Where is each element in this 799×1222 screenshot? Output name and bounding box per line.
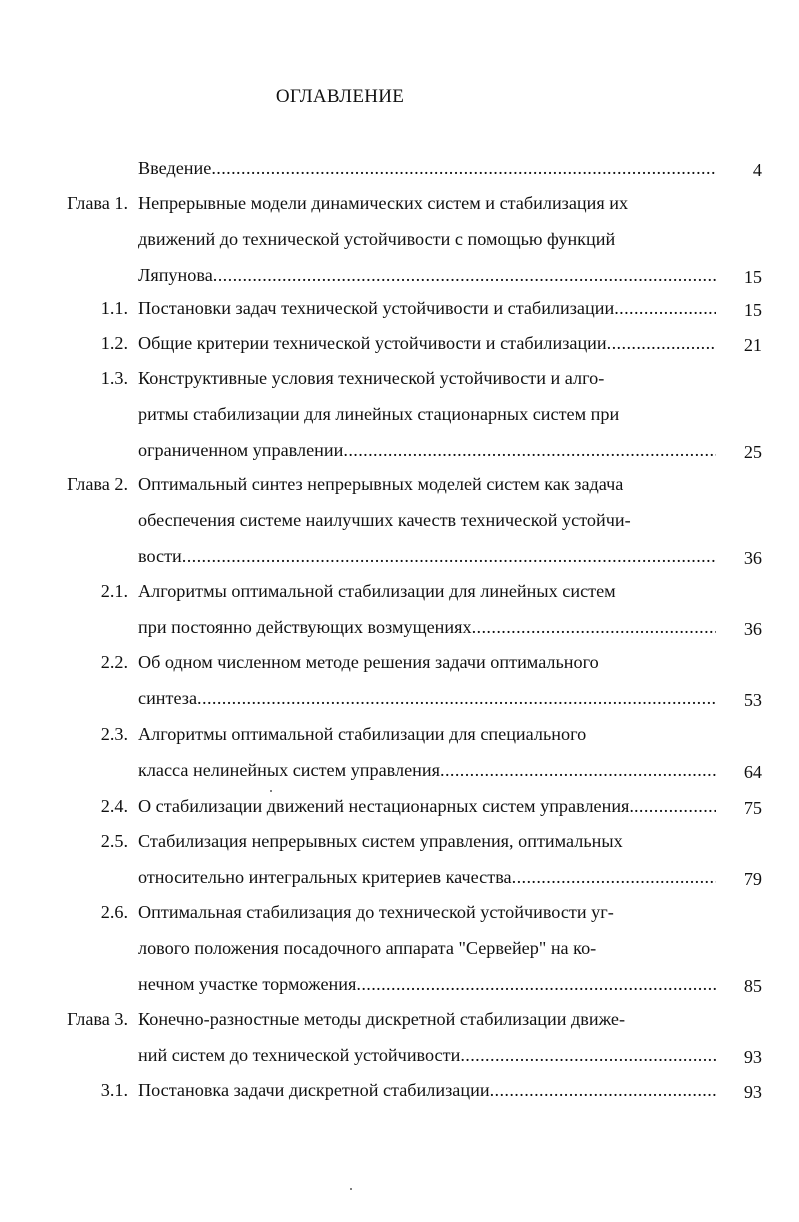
toc-entry-title-line: Оптимальный синтез непрерывных моделей систем как задача bbox=[138, 474, 624, 494]
dot-leader bbox=[614, 290, 716, 326]
toc-entry bbox=[0, 573, 799, 645]
toc-page-number: 64 bbox=[743, 762, 762, 782]
toc-entry-title-line: обеспечения системе наилучших качеств технической устойчи- bbox=[138, 510, 631, 530]
toc-entry-number: 1.3. bbox=[100, 368, 128, 388]
dot-leader bbox=[634, 788, 716, 824]
dot-leader bbox=[607, 325, 716, 361]
toc-entry-number: 2.4. bbox=[100, 796, 128, 816]
toc-entry-title-text: класса нелинейных систем управления bbox=[138, 760, 440, 780]
toc-entry-title-line bbox=[138, 538, 716, 574]
toc-entry-title-line bbox=[138, 680, 716, 716]
toc-entry bbox=[0, 1001, 799, 1073]
scan-speck bbox=[270, 790, 272, 792]
toc-entry-title-line: Алгоритмы оптимальной стабилизации для специального bbox=[138, 724, 587, 744]
dot-leader bbox=[512, 859, 716, 895]
toc-entry-number: 2.2. bbox=[100, 652, 128, 672]
toc-entry-title-line bbox=[138, 150, 716, 186]
toc-entry-number: 2.1. bbox=[100, 581, 128, 601]
dot-leader bbox=[197, 680, 716, 716]
toc-entry bbox=[0, 360, 799, 468]
toc-entry-title-line bbox=[138, 325, 716, 361]
dot-leader bbox=[472, 609, 716, 645]
toc-page-number: 15 bbox=[743, 267, 762, 287]
dot-leader bbox=[460, 1037, 716, 1073]
toc-entry-number: 2.3. bbox=[100, 724, 128, 744]
dot-leader bbox=[211, 150, 716, 186]
toc-entry bbox=[0, 290, 799, 326]
toc-entry-title-line bbox=[138, 966, 716, 1002]
toc-entry bbox=[0, 325, 799, 361]
toc-entry-title-text: относительно интегральных критериев качества bbox=[138, 867, 512, 887]
toc-entry-title-line bbox=[138, 432, 716, 468]
toc-entry-title-line: Конечно-разностные методы дискретной стабилизации движе- bbox=[138, 1009, 626, 1029]
toc-entry-title-line: движений до технической устойчивости с помощью функций bbox=[138, 229, 616, 249]
toc-entry-title-text: при постоянно действующих возмущениях bbox=[138, 617, 472, 637]
toc-entry-title-line bbox=[138, 859, 716, 895]
toc-entry bbox=[0, 788, 799, 824]
toc-entry-title-text: вости bbox=[138, 546, 182, 566]
toc-entry-title-text: синтеза bbox=[138, 688, 198, 708]
scan-speck bbox=[350, 1188, 352, 1190]
toc-page-number: 21 bbox=[743, 335, 762, 355]
dot-leader bbox=[213, 257, 716, 293]
toc-entry-title-line bbox=[138, 290, 716, 326]
toc-page-number: 93 bbox=[743, 1082, 762, 1102]
toc-entry-title-text: Ляпунова bbox=[138, 265, 213, 285]
toc-entry-title-line bbox=[138, 1072, 716, 1108]
dot-leader bbox=[356, 966, 716, 1002]
toc-entry-title-line: Конструктивные условия технической устойчивости и алго- bbox=[138, 368, 605, 388]
toc-entry-number: Глава 2. bbox=[67, 474, 128, 494]
toc-page-number: 79 bbox=[743, 869, 762, 889]
toc-entry-title-text: О стабилизации движений нестационарных систем управления. bbox=[138, 796, 634, 816]
toc-page-number: 36 bbox=[743, 548, 762, 568]
dot-leader bbox=[440, 752, 716, 788]
toc-entry bbox=[0, 644, 799, 716]
toc-page-number: 4 bbox=[752, 160, 762, 180]
toc-entry-title-text: ний систем до технической устойчивости bbox=[138, 1045, 461, 1065]
page-title: ОГЛАВЛЕНИЕ bbox=[275, 86, 405, 107]
toc-entry-number: 1.1. bbox=[100, 298, 128, 318]
toc-page-number: 53 bbox=[743, 690, 762, 710]
toc-entry-title-line bbox=[138, 752, 716, 788]
toc-entry-title-line: Оптимальная стабилизация до технической устойчивости уг- bbox=[138, 902, 614, 922]
dot-leader bbox=[490, 1072, 716, 1108]
toc-entry-title-line: лового положения посадочного аппарата "Сервейер" на ко- bbox=[138, 938, 597, 958]
toc-entry-title-text: Введение bbox=[138, 158, 212, 178]
toc-page-number: 85 bbox=[743, 976, 762, 996]
toc-entry-title-text: нечном участке торможения bbox=[138, 974, 357, 994]
toc-entry-number: 3.1. bbox=[100, 1080, 128, 1100]
toc-entry-title-line bbox=[138, 788, 716, 824]
toc-entry-number: 2.5. bbox=[100, 831, 128, 851]
toc-entry bbox=[0, 185, 799, 293]
toc-entry-title-text: Постановка задачи дискретной стабилизации bbox=[138, 1080, 490, 1100]
dot-leader bbox=[182, 538, 716, 574]
toc-entry bbox=[0, 716, 799, 788]
toc-page-number: 93 bbox=[743, 1047, 762, 1067]
toc-entry-title-line bbox=[138, 609, 716, 645]
toc-entry-title-text: Постановки задач технической устойчивости и стабилизации bbox=[138, 298, 615, 318]
toc-entry-title-line bbox=[138, 257, 716, 293]
toc-entry-title-line: ритмы стабилизации для линейных стационарных систем при bbox=[138, 404, 620, 424]
toc-entry-title-line: Об одном численном методе решения задачи оптимального bbox=[138, 652, 599, 672]
toc-entry bbox=[0, 150, 799, 186]
toc-entry-title-line: Алгоритмы оптимальной стабилизации для линейных систем bbox=[138, 581, 616, 601]
toc-entry bbox=[0, 823, 799, 895]
toc-entry-title-text: ограниченном управлении bbox=[138, 440, 344, 460]
toc-entry-title-line bbox=[138, 1037, 716, 1073]
toc-entry-number: Глава 3. bbox=[67, 1009, 128, 1029]
toc-entry-number: 2.6. bbox=[100, 902, 128, 922]
toc-entry-number: 1.2. bbox=[100, 333, 128, 353]
toc-entry-title-text: Общие критерии технической устойчивости и стабилизации bbox=[138, 333, 607, 353]
toc-entry-title-line: Непрерывные модели динамических систем и стабилизация их bbox=[138, 193, 629, 213]
toc-entry bbox=[0, 894, 799, 1002]
toc-entry-title-line: Стабилизация непрерывных систем управления, оптимальных bbox=[138, 831, 623, 851]
toc-entry bbox=[0, 466, 799, 574]
toc-entry bbox=[0, 1072, 799, 1108]
dot-leader bbox=[343, 432, 716, 468]
toc-page-number: 25 bbox=[743, 442, 762, 462]
toc-page-number: 75 bbox=[743, 798, 762, 818]
toc-page-number: 36 bbox=[743, 619, 762, 639]
toc-entry-number: Глава 1. bbox=[67, 193, 128, 213]
toc-page-number: 15 bbox=[743, 300, 762, 320]
